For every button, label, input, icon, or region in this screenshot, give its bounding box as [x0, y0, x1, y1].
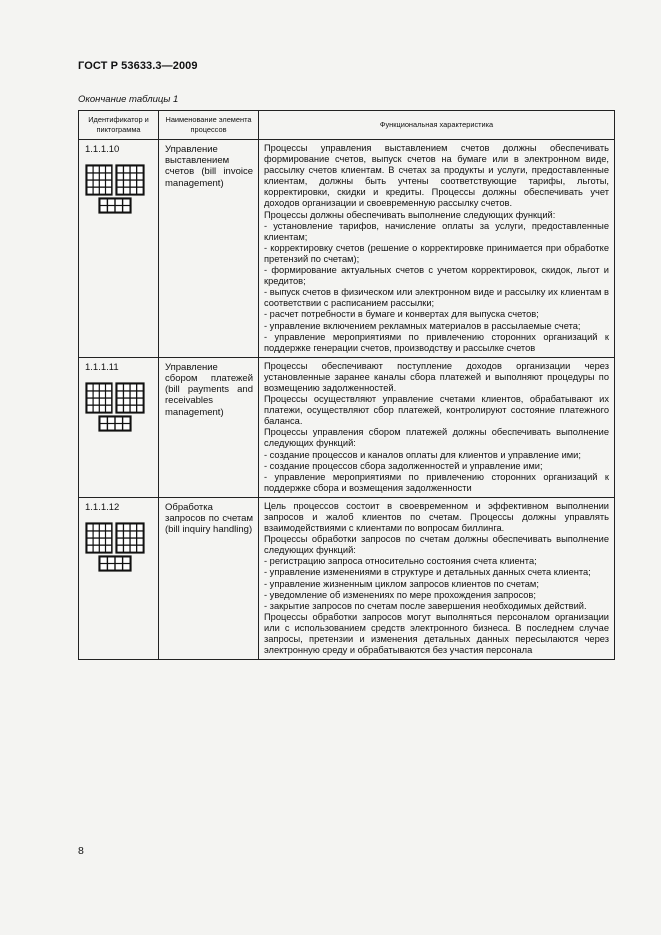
pictogram [85, 522, 145, 572]
function-line: - управление мероприятиями по привлечению сторонних организаций к поддержке сбора и возмещения задолженности [264, 471, 609, 493]
function-line: Процессы должны обеспечивать выполнение следующих функций: [264, 209, 556, 220]
process-table [78, 110, 615, 660]
function-line: - выпуск счетов в физическом или электронном виде и рассылку их клиентам в соответствии с расписанием рассылки; [264, 287, 609, 309]
function-line: - создание процессов и каналов оплаты для клиентов и управление ими; [264, 449, 581, 460]
process-name: Управление сбором платежей (bill payments and receivables management) [165, 361, 253, 418]
table-caption: Окончание таблицы 1 [78, 94, 179, 105]
function-cell [259, 497, 615, 659]
function-line: - установление тарифов, начисление оплаты за услуги, предоставленные клиентам; [264, 220, 609, 242]
column-header-id: Идентификатор и пиктограмма [79, 111, 159, 140]
process-pictogram-icon [85, 522, 145, 572]
function-line: - формирование актуальных счетов с учетом корректировок, скидок, льгот и кредитов; [264, 265, 609, 287]
table-row [79, 357, 615, 497]
column-header-function: Функциональная характеристика [259, 111, 615, 140]
function-line: Процессы управления сбором платежей должны обеспечивать выполнение следующих функций: [264, 427, 609, 449]
id-cell [79, 140, 159, 358]
function-line: Процессы осуществляют управление счетами клиентов, обрабатывают их платежи, осуществляют сбор платежей, контролируют состояние платежного баланса. [264, 394, 609, 427]
pictogram [85, 164, 145, 214]
name-cell [159, 357, 259, 497]
function-line: - уведомление об изменениях по мере прохождения запросов; [264, 589, 536, 600]
function-line: Процессы обработки запросов по счетам должны обеспечивать выполнение следующих функций: [264, 534, 609, 556]
id-cell [79, 357, 159, 497]
id-cell [79, 497, 159, 659]
pictogram [85, 382, 145, 432]
function-line: Процессы обработки запросов могут выполняться персоналом организации или с использованием средств электронного бизнеса. В последнем случае запросы, претензии и изменения детальных данных пересылаются через электронную среду и обрабатываются без участия персонала [264, 611, 609, 656]
function-line: - создание процессов сбора задолженностей и управление ими; [264, 460, 543, 471]
column-header-name: Наименование элемента процессов [159, 111, 259, 140]
process-name: Обработка запросов по счетам (bill inquiry handling) [165, 501, 253, 536]
page-number: 8 [78, 845, 84, 857]
process-pictogram-icon [85, 382, 145, 432]
function-line: - управление включением рекламных материалов в рассылаемые счета; [264, 320, 581, 331]
name-cell [159, 497, 259, 659]
table-row [79, 497, 615, 659]
function-cell [259, 140, 615, 358]
process-identifier: 1.1.1.10 [85, 144, 120, 155]
function-line: Цель процессов состоит в своевременном и эффективном выполнении запросов и жалоб клиентов по счетам. Процессы должны управлять взаимодействиями с клиентами по вопросам биллинга. [264, 500, 609, 534]
process-pictogram-icon [85, 164, 145, 214]
name-cell [159, 140, 259, 358]
table-header-row [79, 111, 615, 140]
function-line: - регистрацию запроса относительно состояния счета клиента; [264, 556, 537, 567]
function-line: - корректировку счетов (решение о корректировке принимается при обработке претензий по счетам); [264, 242, 609, 264]
function-line: Процессы управления выставлением счетов должны обеспечивать формирование счетов, выпуск счетов на бумаге или в электронном виде, рассылку счетов клиентам. В счетах за продукты и услуги, предоставленные клиентам, должны быть учтены соответствующие тарифы, льготы, корректировки, скидки и кредиты. Процессы должны обеспечивать учет доходов организации и своевременную рассылку счетов. [264, 143, 609, 209]
function-line: - расчет потребности в бумаге и конвертах для выпуска счетов; [264, 309, 539, 320]
function-line: - управление изменениями в структуре и детальных данных счета клиента; [264, 567, 591, 578]
function-line: - управление жизненным циклом запросов клиентов по счетам; [264, 578, 539, 589]
process-identifier: 1.1.1.12 [85, 501, 120, 513]
process-identifier: 1.1.1.11 [85, 361, 119, 373]
table-row [79, 140, 615, 358]
function-line: Процессы обеспечивают поступление доходов организации через установленные заранее каналы сбора платежей и выполняют процедуры по возмещению задолженностей. [264, 360, 609, 393]
function-line: - управление мероприятиями по привлечению сторонних организаций к поддержке генерации счетов, производству и рассылке счетов [264, 331, 609, 353]
process-name: Управление выставлением счетов (bill invoice management) [165, 144, 253, 189]
function-cell [259, 357, 615, 497]
function-line: - закрытие запросов по счетам после завершения необходимых действий. [264, 600, 587, 611]
document-header: ГОСТ Р 53633.3—2009 [78, 60, 198, 72]
